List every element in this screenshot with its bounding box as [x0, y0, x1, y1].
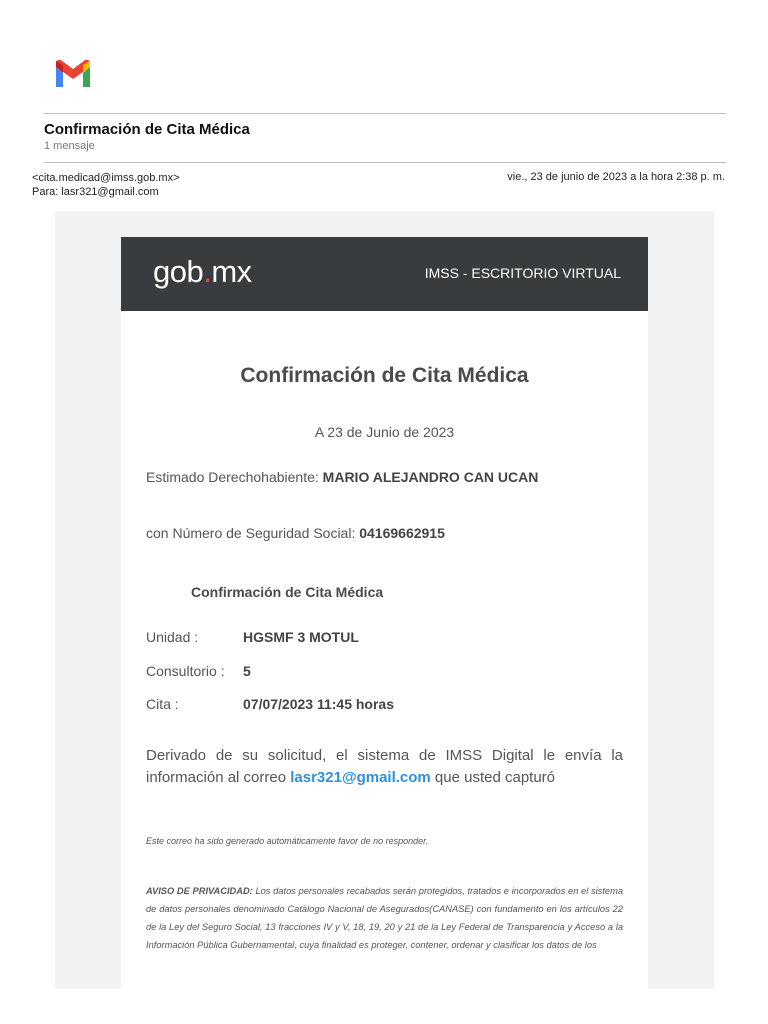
message-card	[121, 237, 648, 989]
info-paragraph	[146, 745, 623, 789]
auto-generated-note: Este correo ha sido generado automáticamente favor de no responder.	[146, 836, 429, 846]
body-title: Confirmación de Cita Médica	[240, 364, 529, 387]
section-title: Confirmación de Cita Médica	[191, 584, 384, 600]
email-link[interactable]: lasr321@gmail.com	[290, 769, 431, 786]
appointment-label: Cita :	[146, 696, 179, 712]
appointment-value: 07/07/2023 11:45 horas	[243, 696, 395, 712]
nss-line	[146, 525, 445, 541]
unit-value: HGSMF 3 MOTUL	[243, 629, 359, 645]
sender-address[interactable]: <cita.medicad@imss.gob.mx>	[32, 172, 180, 184]
date-line: A 23 de Junio de 2023	[314, 424, 455, 440]
email-subject: Confirmación de Cita Médica	[44, 121, 250, 138]
office-label: Consultorio :	[146, 663, 225, 679]
privacy-label: AVISO DE PRIVACIDAD:	[146, 886, 253, 896]
recipient-line: Para: lasr321@gmail.com	[32, 186, 159, 198]
greeting	[146, 469, 538, 485]
gmail-logo-icon	[53, 59, 93, 89]
email-date: vie., 23 de junio de 2023 a la hora 2:38 p. m.	[507, 171, 725, 183]
privacy-text: Los datos personales recabados serán protegidos, tratados e incorporados en el sistema de datos personales denominado Catálogo Nacional de Asegurados(CANASE) con fundamento en los artículos 22 de la Ley del Seguro Social, 13 fracciones IV y V, 18, 19, 20 y 21 de la Ley Federal de Transparencia y Acceso a la Información Pública Gubernamental, cuya finalidad es proteger, contener, ordenar y clasificar los datos de los	[146, 886, 623, 950]
brand-dot: .	[203, 254, 212, 289]
gob-mx-logo	[153, 254, 252, 290]
para-text-b: que usted capturó	[430, 769, 556, 786]
office-value: 5	[243, 663, 251, 679]
para-text-a: Derivado de su solicitud, el sistema de IMSS Digital le envía la información al correo	[146, 747, 623, 786]
header-banner	[121, 237, 648, 311]
sender-block	[32, 171, 180, 199]
header-divider	[44, 113, 726, 114]
brand-gob: gob	[153, 254, 204, 289]
nss-label: con Número de Seguridad Social:	[146, 525, 360, 541]
brand-mx: mx	[211, 254, 252, 289]
nss-value: 04169662915	[359, 525, 445, 541]
email-body-container	[55, 211, 714, 989]
unit-label: Unidad :	[146, 629, 199, 645]
banner-service-name: IMSS - ESCRITORIO VIRTUAL	[424, 265, 621, 281]
greeting-label: Estimado Derechohabiente:	[146, 469, 323, 485]
privacy-notice	[146, 882, 623, 954]
subject-divider	[44, 162, 726, 163]
message-count: 1 mensaje	[44, 140, 95, 152]
patient-name: MARIO ALEJANDRO CAN UCAN	[322, 469, 539, 485]
